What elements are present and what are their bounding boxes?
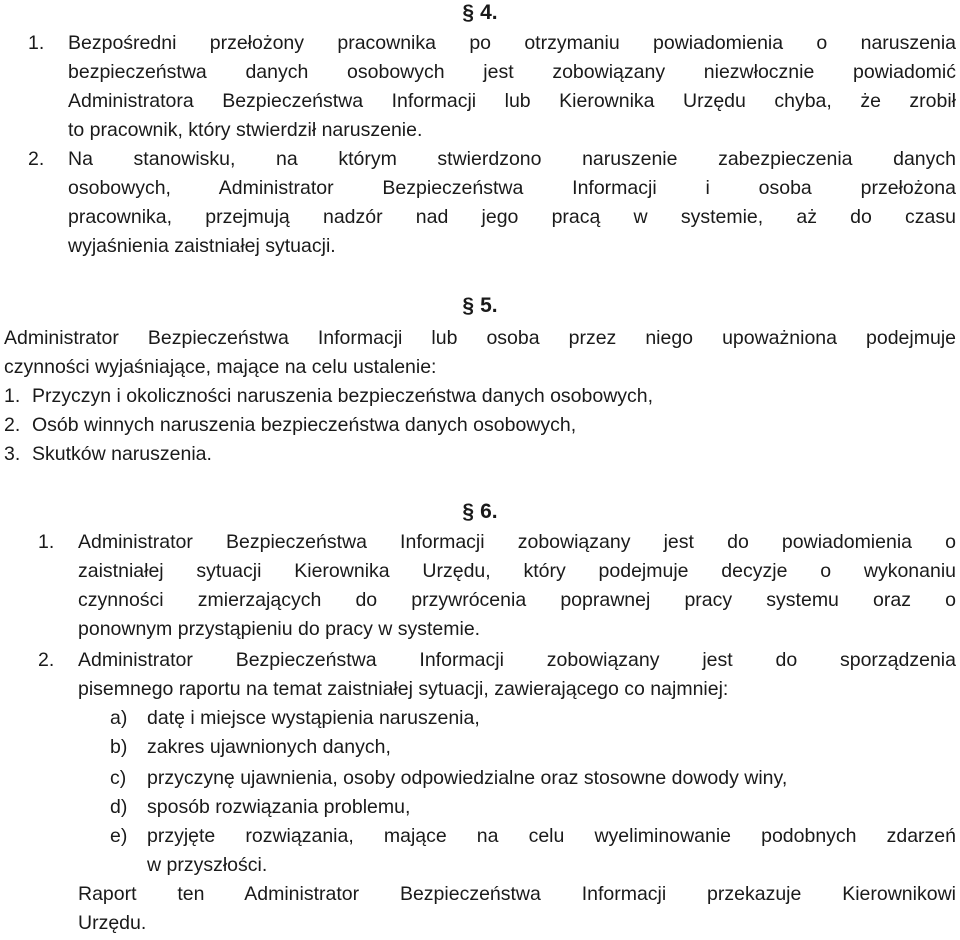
sublist-letter: b) <box>110 736 128 758</box>
sublist-item-text: przyjęte rozwiązania, mające na celu wyeliminowanie podobnych zdarzeń <box>147 825 956 847</box>
paragraph-line: czynności zmierzających do przywrócenia poprawnej pracy systemu oraz o <box>78 589 956 611</box>
sublist-item-text: w przyszłości. <box>147 854 268 876</box>
paragraph-line: osobowych, Administrator Bezpieczeństwa Informacji i osoba przełożona <box>68 177 956 199</box>
sublist-item-text: sposób rozwiązania problemu, <box>147 796 411 818</box>
sublist-item-text: datę i miejsce wystąpienia naruszenia, <box>147 707 480 729</box>
sublist-item-text: przyczynę ujawnienia, osoby odpowiedzialne oraz stosowne dowody winy, <box>147 767 788 789</box>
list-number: 2. <box>28 148 45 170</box>
closing-paragraph-line: Urzędu. <box>78 912 147 934</box>
paragraph-line: czynności wyjaśniające, mające na celu ustalenie: <box>4 356 437 378</box>
sublist-item-text: zakres ujawnionych danych, <box>147 736 391 758</box>
paragraph-line: wyjaśnienia zaistniałej sytuacji. <box>68 235 336 257</box>
paragraph-line: bezpieczeństwa danych osobowych jest zobowiązany niezwłocznie powiadomić <box>68 61 956 83</box>
paragraph-line: zaistniałej sytuacji Kierownika Urzędu, który podejmuje decyzje o wykonaniu <box>78 560 956 582</box>
section-5-heading <box>0 293 960 319</box>
list-item-text: Skutków naruszenia. <box>32 443 212 465</box>
section-4-heading <box>0 0 960 26</box>
paragraph-line: Administrator Bezpieczeństwa Informacji zobowiązany jest do powiadomienia o <box>78 531 956 553</box>
paragraph-line: Na stanowisku, na którym stwierdzono naruszenie zabezpieczenia danych <box>68 148 956 170</box>
section-number: 5. <box>480 294 498 317</box>
list-item-text: Osób winnych naruszenia bezpieczeństwa danych osobowych, <box>32 414 577 436</box>
paragraph-line: Bezpośredni przełożony pracownika po otrzymaniu powiadomienia o naruszenia <box>68 32 956 54</box>
paragraph-line: pracownika, przejmują nadzór nad jego pracą w systemie, aż do czasu <box>68 206 956 228</box>
closing-paragraph-line: Raport ten Administrator Bezpieczeństwa Informacji przekazuje Kierownikowi <box>78 883 956 905</box>
paragraph-line: Administrator Bezpieczeństwa Informacji zobowiązany jest do sporządzenia <box>78 649 956 671</box>
sublist-letter: c) <box>110 767 127 789</box>
list-number: 2. <box>4 414 21 436</box>
sublist-letter: a) <box>110 707 128 729</box>
section-sign: § <box>462 1 475 24</box>
paragraph-line: Administratora Bezpieczeństwa Informacji lub Kierownika Urzędu chyba, że zrobił <box>68 90 956 112</box>
list-item-text: Przyczyn i okoliczności naruszenia bezpieczeństwa danych osobowych, <box>32 385 654 407</box>
list-number: 1. <box>4 385 21 407</box>
sublist-letter: e) <box>110 825 128 847</box>
section-number: 6. <box>480 500 498 523</box>
list-number: 1. <box>28 32 45 54</box>
paragraph-line: pisemnego raportu na temat zaistniałej sytuacji, zawierającego co najmniej: <box>78 678 729 700</box>
list-number: 1. <box>38 531 55 553</box>
sublist-letter: d) <box>110 796 128 818</box>
paragraph-line: Administrator Bezpieczeństwa Informacji lub osoba przez niego upoważniona podejmuje <box>4 327 956 349</box>
section-sign: § <box>462 500 475 523</box>
section-6-heading <box>0 499 960 525</box>
list-number: 3. <box>4 443 21 465</box>
paragraph-line: to pracownik, który stwierdził naruszenie. <box>68 119 423 141</box>
list-number: 2. <box>38 649 55 671</box>
section-number: 4. <box>480 1 498 24</box>
section-sign: § <box>462 294 475 317</box>
paragraph-line: ponownym przystąpieniu do pracy w systemie. <box>78 618 481 640</box>
